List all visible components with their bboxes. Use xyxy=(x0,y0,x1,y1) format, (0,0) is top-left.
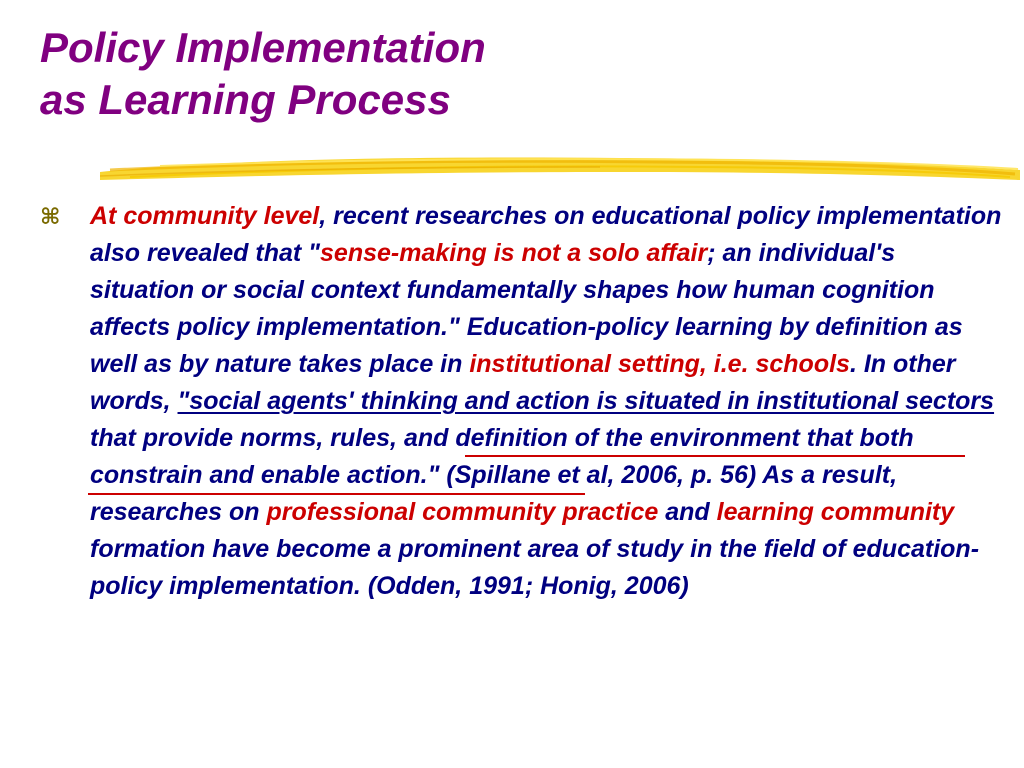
red-underline-2 xyxy=(88,493,585,495)
brush-stroke-divider xyxy=(100,150,1020,190)
body-text-segment: , recent researches on educational policy implementation also revealed that " xyxy=(90,202,1002,267)
bullet-icon: ⌘ xyxy=(40,205,61,230)
highlight-institutional-setting: institutional setting, i.e. schools xyxy=(469,350,850,378)
highlight-community-level: At community level xyxy=(90,202,320,230)
body-text-segment: and xyxy=(658,498,717,526)
body-text-segment: ; an individual's situation or social context fundamentally shapes how human cognition affects policy implementation." Education-policy learning by definition as well as by nature takes place in xyxy=(90,239,963,378)
title-line-2: as Learning Process xyxy=(40,76,451,123)
red-underline-1 xyxy=(465,455,965,457)
title-line-1: Policy Implementation xyxy=(40,24,486,71)
highlight-learning-community: learning community xyxy=(716,498,955,526)
highlight-sense-making: sense-making is not a solo affair xyxy=(320,239,708,267)
highlight-professional-community-practice: professional community practice xyxy=(266,498,659,526)
body-text-segment: that provide norms, rules, and definition of the environment that both constrain and enable action." (Spillane et al, 2006, p. 56) As a result, researches on xyxy=(90,424,914,526)
body-text-segment: formation have become a prominent area of study in the field of education-policy implementation. (Odden, 1991; Honig, 2006) xyxy=(90,535,980,600)
slide-title xyxy=(40,22,486,126)
underlined-quote: "social agents' thinking and action is situated in institutional sectors xyxy=(177,387,995,415)
body-paragraph xyxy=(90,198,1006,605)
body-text-segment: . In other words, xyxy=(90,350,956,415)
